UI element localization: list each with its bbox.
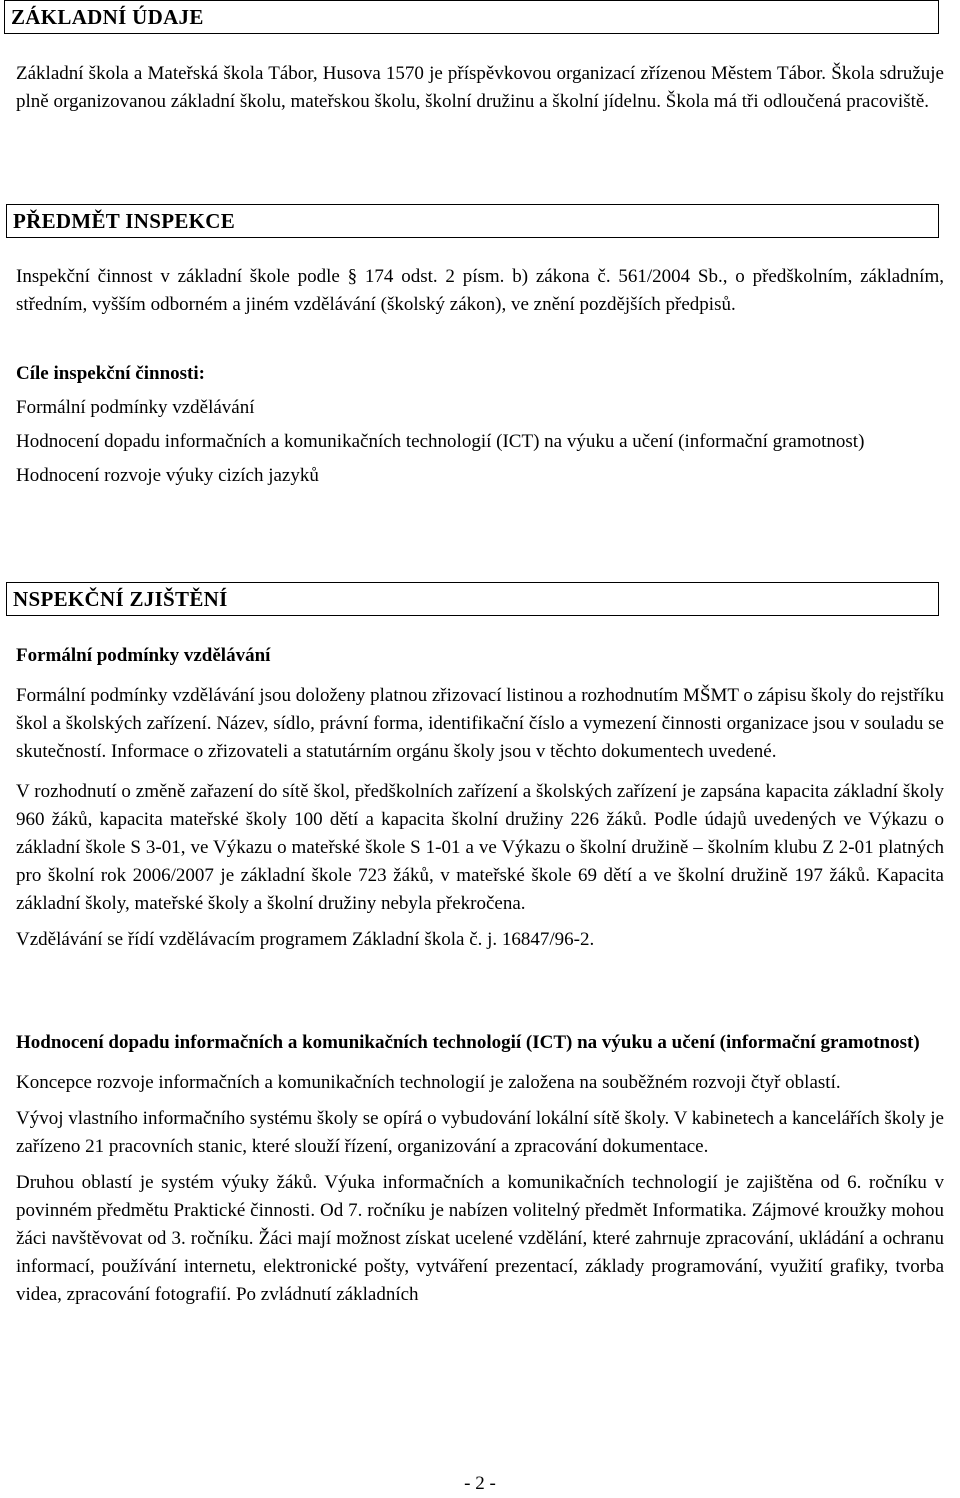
formal-block [16,642,944,954]
formal-paragraph-2: V rozhodnutí o změně zařazení do sítě škol, předškolních zařízení a školských zařízení je zapsána kapacita základní školy 960 žáků, kapacita mateřské školy 100 dětí a kapacita školní družiny 226 žáků. Podle údajů uvedených ve Výkazu o základní škole S 3-01, ve Výkazu o mateřské škole S 1-01 a ve Výkazu o školní družině – školním klubu Z 2-01 platných pro školní rok 2006/2007 je základní škole 723 žáků, v mateřské škole 69 dětí a ve školní družině 197 žáků. Kapacita základní školy, mateřské školy a školní družiny nebyla překročena. [16,781,944,914]
ict-paragraph-1: Koncepce rozvoje informačních a komunikačních technologií je založena na souběžném rozvoji čtyř oblastí. [16,1072,841,1093]
goals-title: Cíle inspekční činnosti: [16,363,205,384]
ict-paragraph-2: Vývoj vlastního informačního systému školy se opírá o vybudování lokální sítě školy. V kabinetech a kancelářích školy je zařízeno 21 pracovních stanic, které slouží řízení, organizování a zpracování dokumentace. [16,1108,944,1157]
page-number: - 2 - [464,1473,496,1494]
heading-text: NSPEKČNÍ ZJIŠTĚNÍ [13,587,228,611]
heading-text: PŘEDMĚT INSPEKCE [13,209,236,233]
goal-item: Hodnocení rozvoje výuky cizích jazyků [16,465,319,486]
goal-item: Formální podmínky vzdělávání [16,397,255,418]
ict-block [16,1029,944,1309]
subject-paragraph: Inspekční činnost v základní škole podle § 174 odst. 2 písm. b) zákona č. 561/2004 Sb., o předškolním, základním, středním, vyšším odborném a jiném vzdělávání (školský zákon), ve znění pozdějších předpisů. [16,266,944,315]
goal-item: Hodnocení dopadu informačních a komunikačních technologií (ICT) na výuku a učení (informační gramotnost) [16,431,865,452]
section-heading-findings [6,582,939,616]
goals-block [16,360,944,490]
basic-paragraph: Základní škola a Mateřská škola Tábor, Husova 1570 je příspěvkovou organizací zřízenou Městem Tábor. Škola sdružuje plně organizovanou základní školu, mateřskou školu, školní družinu a školní jídelnu. Škola má tři odloučená pracoviště. [16,63,944,112]
formal-paragraph-1: Formální podmínky vzdělávání jsou doloženy platnou zřizovací listinou a rozhodnutím MŠMT o zápisu školy do rejstříku škol a školských zařízení. Název, sídlo, právní forma, identifikační číslo a vymezení činnosti organizace jsou v souladu se skutečností. Informace o zřizovateli a statutárním orgánu školy jsou v těchto dokumentech uvedené. [16,685,944,762]
section-heading-subject [6,204,939,238]
section-heading-basic [4,0,939,34]
ict-paragraph-3: Druhou oblastí je systém výuky žáků. Výuka informačních a komunikačních technologií je zajištěna od 6. ročníku v povinném předmětu Praktické činnosti. Od 7. ročníku je nabízen volitelný předmět Informatika. Zájmové kroužky mohou žáci navštěvovat od 3. ročníku. Žáci mají možnost získat ucelené vzdělání, které zahrnuje zpracování, ukládání a ochranu informací, používání internetu, elektronické pošty, vytváření prezentací, základy programování, využití grafiky, tvorba videa, zpracování fotografií. Po zvládnutí základních [16,1172,944,1305]
formal-title: Formální podmínky vzdělávání [16,645,271,666]
heading-text: ZÁKLADNÍ ÚDAJE [11,5,204,29]
formal-paragraph-3: Vzdělávání se řídí vzdělávacím programem Základní škola č. j. 16847/96-2. [16,929,595,950]
ict-title: Hodnocení dopadu informačních a komunikačních technologií (ICT) na výuku a učení (informační gramotnost) [16,1032,920,1053]
